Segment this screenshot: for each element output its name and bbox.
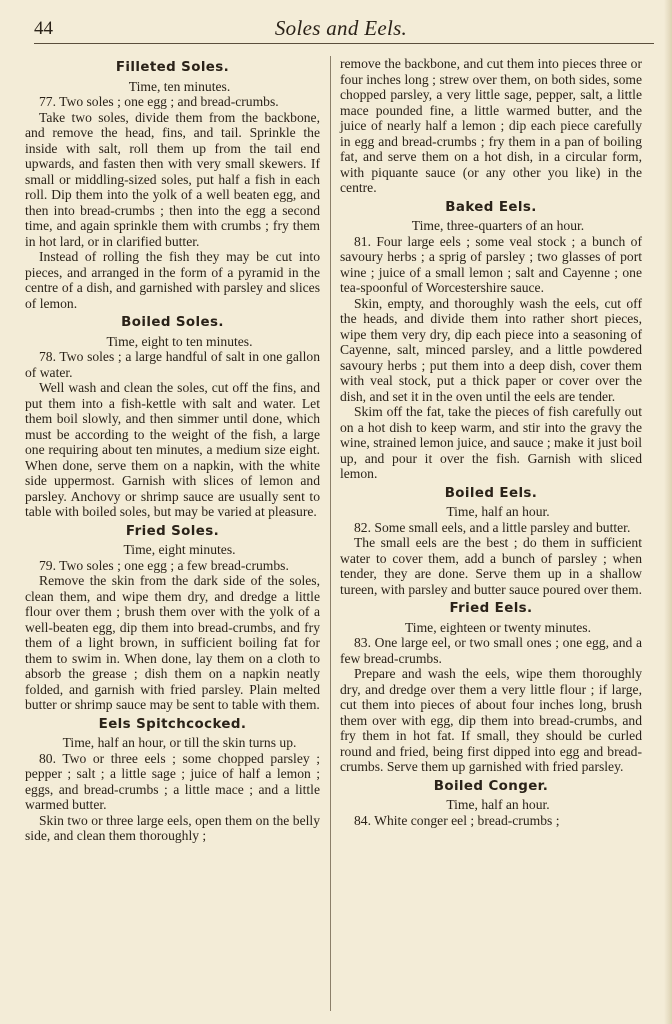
recipe-paragraph: Skin, empty, and thoroughly wash the eels, cut off the heads, and divide them into rather short pieces, wipe them very dry, dip each piece into a seasoning of Cayenne, salt, minced parsley, and a little powdered savoury herbs ; put them into a deep dish, cover them with veal stock, put a thick paper or cover over the dish, and set it in the oven until the eels are tender. [340,295,642,404]
recipe-ingredients: 83. One large eel, or two small ones ; one egg, and a few bread-crumbs. [340,635,642,666]
recipe-time: Time, half an hour. [446,504,550,519]
recipe-filleted-soles [25,60,320,311]
recipe-time: Time, eighteen or twenty minutes. [404,619,591,635]
recipe-title: Boiled Soles. [121,315,224,330]
recipe-ingredients: 82. Some small eels, and a little parsley and butter. [354,519,631,535]
recipe-paragraph: Skin two or three large eels, open them on the belly side, and clean them thoroughly ; [25,812,320,843]
recipe-time: Time, three-quarters of an hour. [411,218,585,233]
recipe-paragraph: Instead of rolling the fish they may be cut into pieces, and arranged in the form of a pyramid in the centre of a dish, and garnished with parsley and slices of lemon. [25,249,320,311]
recipe-eels-spitchcocked [25,717,320,844]
recipe-ingredients: 78. Two soles ; a large handful of salt in one gallon of water. [25,349,320,380]
recipe-title: Baked Eels. [445,199,537,215]
recipe-paragraph: Skim off the fat, take the pieces of fish carefully out on a hot dish to keep warm, and stir into the gravy the wine, strained lemon juice, and sauce ; make it just boil up, and pour it over the fish. Garnish with sliced lemon. [340,404,643,481]
running-title: Soles and Eels. [274,16,408,40]
recipe-paragraph: The small eels are the best ; do them in sufficient water to cover them, add a bunch of parsley ; when tender, they are done. Serve them up in a shallow tureen, with parsley and butter sauce poured over them. [340,535,642,597]
recipe-title: Eels Spitchcocked. [98,716,247,732]
recipe-title: Boiled Eels. [444,485,538,501]
recipe-time: Time, eight minutes. [123,542,236,557]
page-edge-shadow [664,0,672,1024]
continued-paragraph: remove the backbone, and cut them into pieces three or four inches long ; strew over them, on both sides, some chopped parsley, a very little sage, pepper, salt, a little mace pounded fine, a little warmed butter, and the juice of nearly half a lemon ; dip each piece carefully in egg and bread-crumbs ; fry them in a pan of boiling fat, and serve them on a hot dish, in a circular form, with piquante sauce (or any other you like) in the centre. [340,56,642,195]
recipe-boiled-soles [25,315,320,520]
recipe-title: Fried Soles. [125,523,220,539]
recipe-boiled-eels [340,486,642,598]
recipe-time: Time, half an hour, or till the skin turns up. [62,735,297,750]
recipe-ingredients: 77. Two soles ; one egg ; and bread-crumbs. [39,94,279,109]
recipe-paragraph: Take two soles, divide them from the backbone, and remove the head, fins, and tail. Sprinkle the inside with salt, roll them up from the tail end upwards, and fasten then with very small skewers. If small or middling-sized soles, put half a fish in each roll. Dip them into the yolk of a well beaten egg, and then into bread-crumbs ; then into the egg a second time, and again sprinkle them with crumbs ; fry them in hot lard, or in clarified butter. [25,109,320,249]
recipe-ingredients: 81. Four large eels ; some veal stock ; a bunch of savoury herbs ; a sprig of parsley ; two glasses of port wine ; juice of a small lemon ; salt and Cayenne ; one tea-spoonful of Worcestershire sauce. [340,233,642,295]
recipe-time: Time, ten minutes. [128,78,231,94]
recipe-title: Filleted Soles. [115,60,230,75]
recipe-ingredients: 80. Two or three eels ; some chopped parsley ; pepper ; salt ; a little sage ; juice of half a lemon ; eggs, and bread-crumbs ; a little mace ; and a little warmed butter. [25,750,320,812]
recipe-title: Boiled Conger. [433,778,549,794]
header-rule [34,43,654,44]
recipe-fried-eels [340,601,642,775]
running-head [34,14,648,42]
recipe-fried-soles [25,524,320,713]
right-column [340,56,642,828]
recipe-boiled-conger [340,779,642,829]
recipe-title: Fried Eels. [449,601,533,616]
recipe-paragraph: Well wash and clean the soles, cut off the fins, and put them into a fish-kettle with salt and water. Let them boil slowly, and then simmer until done, which must be according to the weight of the fish, a large one requiring about ten minutes, a medium size eight. When done, serve them on a napkin, with the white side uppermost. Garnish with slices of lemon and parsley. Anchovy or shrimp sauce are usually sent to table with boiled soles, but may be varied at pleasure. [25,380,320,519]
recipe-baked-eels [340,200,642,482]
recipe-paragraph: Prepare and wash the eels, wipe them thoroughly dry, and dredge over them a very little flour ; if large, cut them into pieces of about four inches long, brush them over with egg, dip them into bread-crumbs, and fry them in hot fat. If small, they should be curled round and fried, being first dipped into egg and bread-crumbs. Serve them up garnished with fried parsley. [340,666,642,774]
column-divider [330,56,331,1011]
left-column [25,56,320,844]
recipe-time: Time, half an hour. [446,797,550,812]
recipe-time: Time, eight to ten minutes. [106,333,253,349]
page-number: 44 [34,18,53,39]
recipe-paragraph: Remove the skin from the dark side of the soles, clean them, and wipe them dry, and dredge a little flour over them ; brush them over with the yolk of a well-beaten egg, dip them into bread-crumbs, and fry them of a light brown, in sufficient boiling fat for them to swim in. When done, lay them on a cloth to absorb the grease ; dish them on a napkin neatly folded, and garnish with fried parsley. Plain melted butter or shrimp sauce may be sent to table with them. [25,573,320,712]
recipe-ingredients: 79. Two soles ; one egg ; a few bread-crumbs. [39,557,289,573]
recipe-ingredients: 84. White conger eel ; bread-crumbs ; [354,812,560,828]
